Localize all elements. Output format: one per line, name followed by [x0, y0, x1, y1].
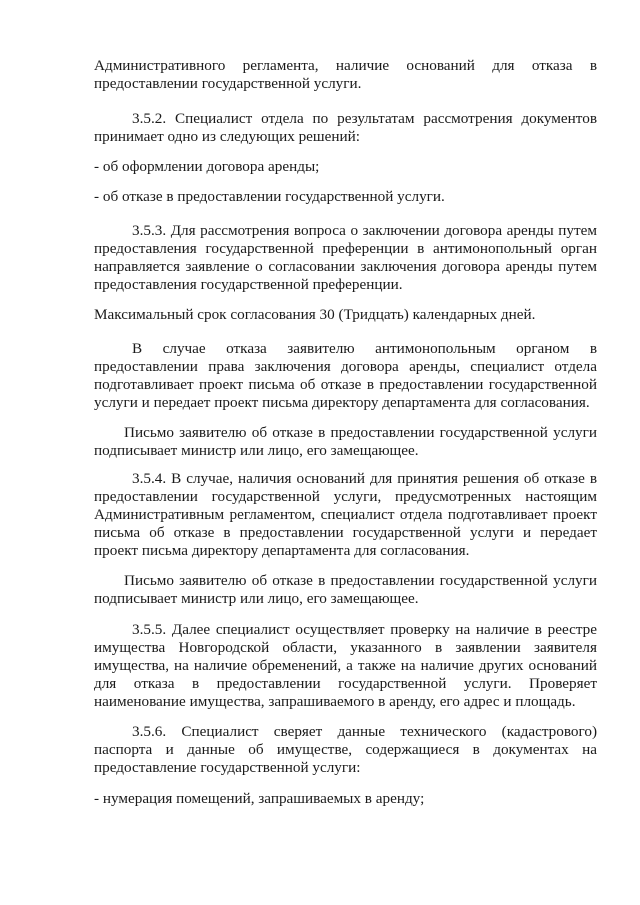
paragraph-3-5-5: 3.5.5. Далее специалист осуществляет проверку на наличие в реестре имущества Новгородской области, указанного в заявлении заявителя имущества, на наличие обременений, а также на наличие других оснований для отказа в предоставлении государственной услуги. Проверяет наименование имущества, запрашиваемого в аренду, его адрес и площадь.	[94, 621, 597, 710]
paragraph-3-5-4: 3.5.4. В случае, наличия оснований для принятия решения об отказе в предоставлении государственной услуги, предусмотренных настоящим Административным регламентом, специалист отдела подготавливает проект письма об отказе в предоставлении государственной услуги и передает проект письма директору департамента для согласования.	[94, 470, 597, 559]
paragraph-letter-signing-1: Письмо заявителю об отказе в предоставлении государственной услуги подписывает министр или лицо, его замещающее.	[94, 424, 597, 459]
paragraph-continuation: Административного регламента, наличие оснований для отказа в предоставлении государственной услуги.	[94, 57, 597, 92]
paragraph-letter-signing-2: Письмо заявителю об отказе в предоставлении государственной услуги подписывает министр или лицо, его замещающее.	[94, 572, 597, 607]
paragraph-3-5-3: 3.5.3. Для рассмотрения вопроса о заключении договора аренды путем предоставления государственной преференции в антимонопольный орган направляется заявление о согласовании заключения договора аренды путем предоставления государственной преференции.	[94, 222, 597, 293]
paragraph-3-5-2: 3.5.2. Специалист отдела по результатам рассмотрения документов принимает одно из следующих решений:	[94, 110, 597, 145]
list-item-room-numbering: - нумерация помещений, запрашиваемых в аренду;	[94, 790, 425, 807]
paragraph-3-5-6: 3.5.6. Специалист сверяет данные технического (кадастрового) паспорта и данные об имуществе, содержащиеся в документах на предоставление государственной услуги:	[94, 723, 597, 776]
paragraph-max-term: Максимальный срок согласования 30 (Тридцать) календарных дней.	[94, 306, 536, 323]
paragraph-antimonopoly-refusal: В случае отказа заявителю антимонопольным органом в предоставлении права заключения договора аренды, специалист отдела подготавливает проект письма об отказе в предоставлении государственной услуги и передает проект письма директору департамента для согласования.	[94, 340, 597, 411]
list-item-refusal: - об отказе в предоставлении государственной услуги.	[94, 188, 445, 205]
list-item-lease-contract: - об оформлении договора аренды;	[94, 158, 320, 175]
